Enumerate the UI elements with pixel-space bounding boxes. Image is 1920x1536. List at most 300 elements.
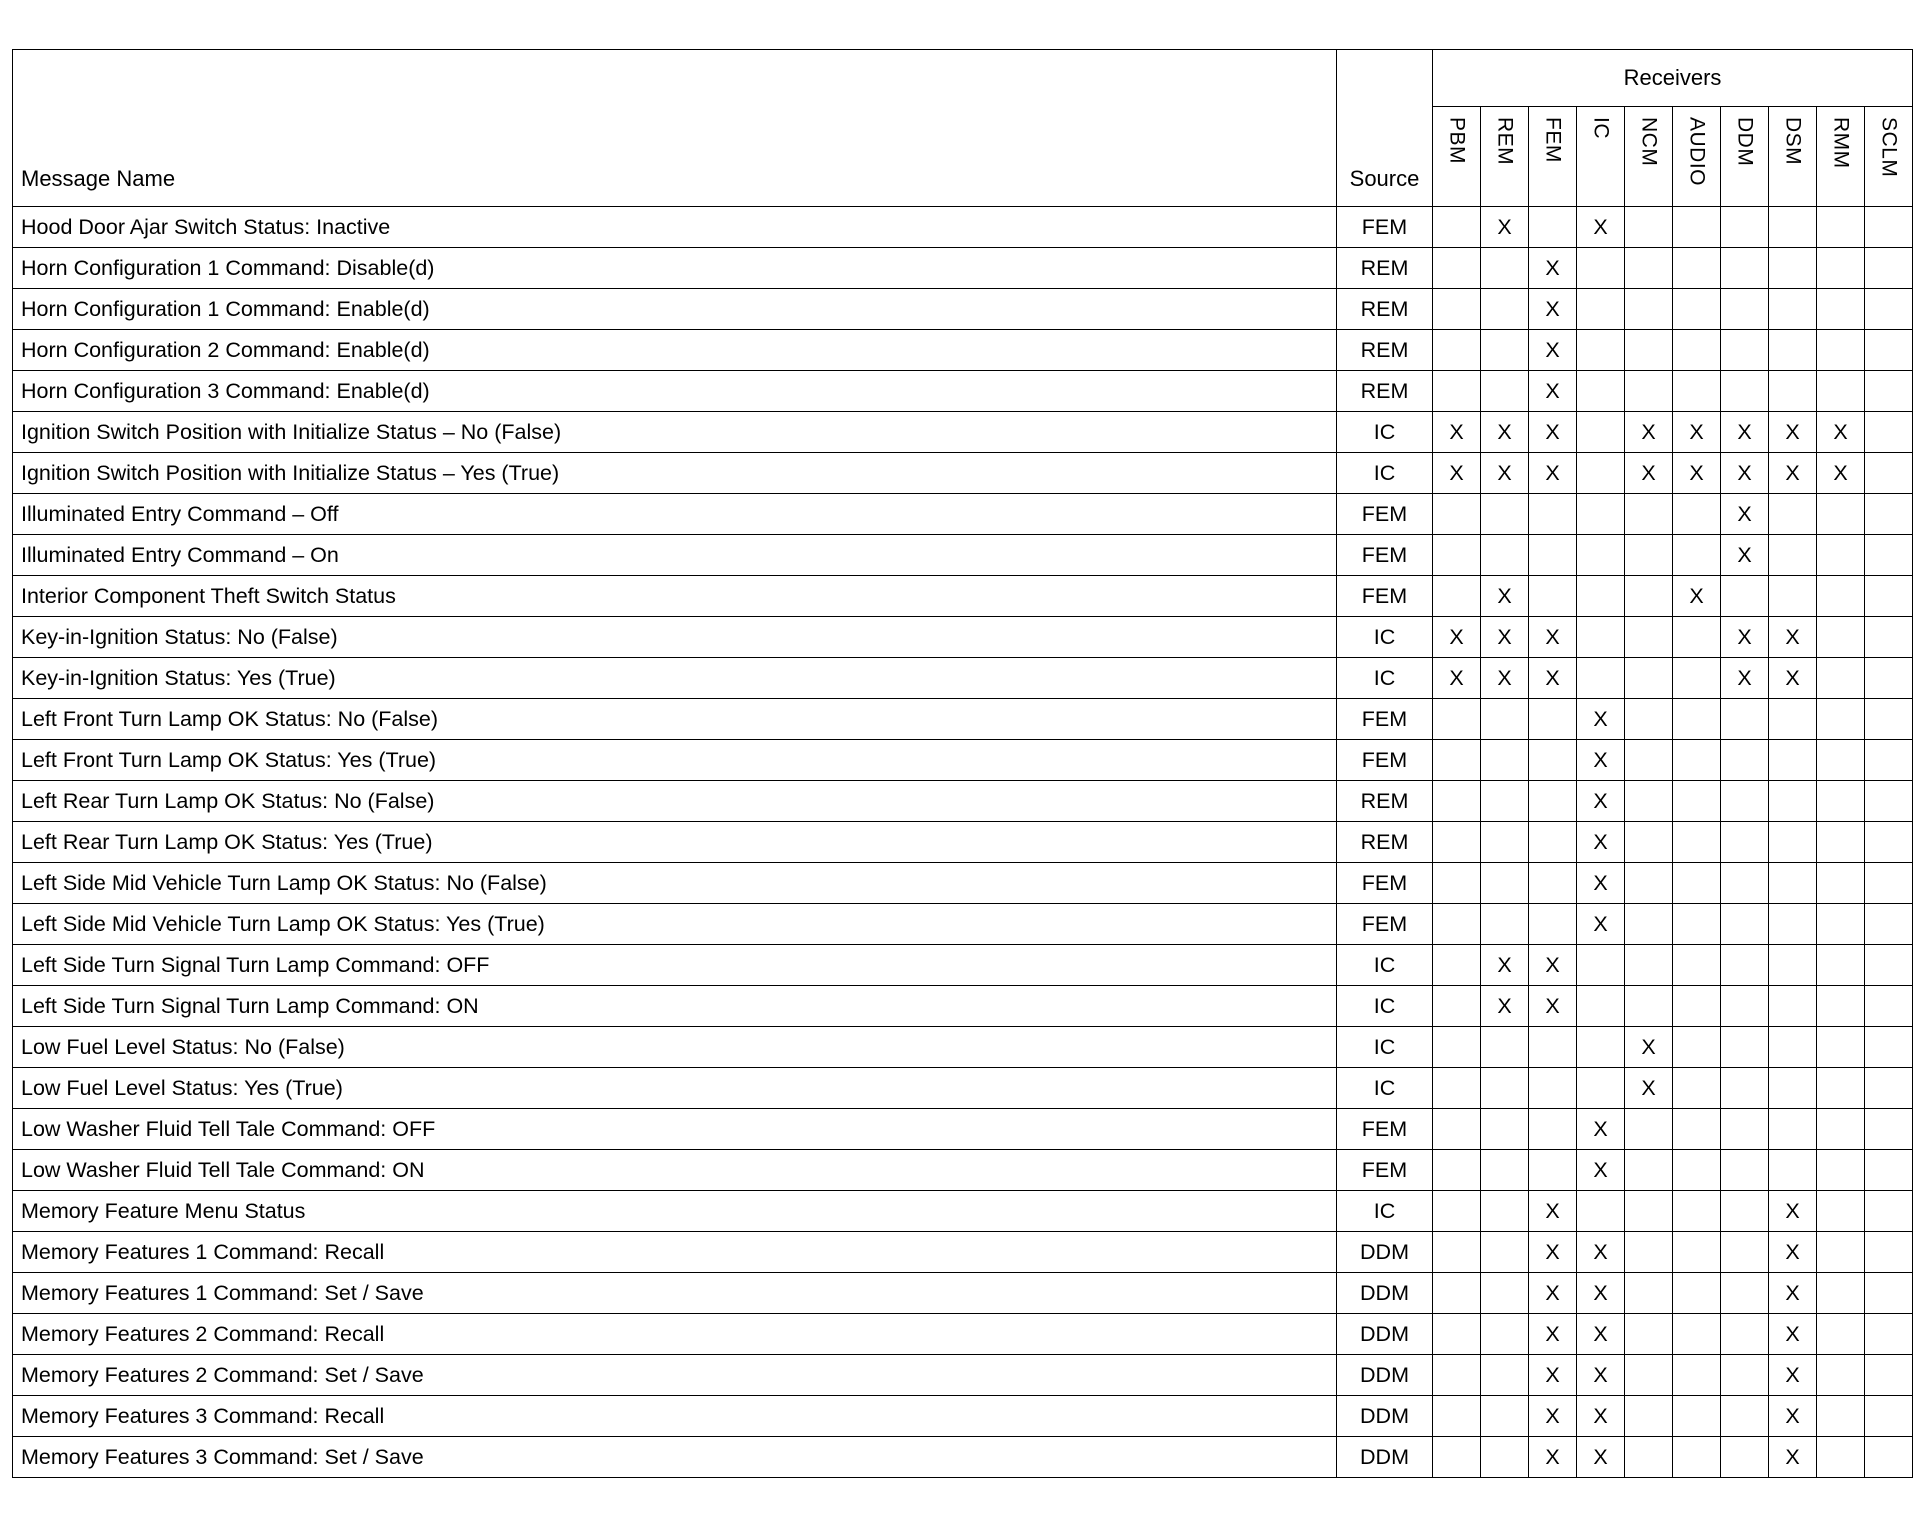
receiver-mark-cell [1433, 699, 1481, 740]
receiver-mark-cell: X [1433, 412, 1481, 453]
receiver-mark-cell: X [1481, 945, 1529, 986]
receiver-mark-cell: X [1769, 617, 1817, 658]
receiver-mark-cell [1721, 945, 1769, 986]
source-cell: DDM [1337, 1437, 1433, 1478]
receiver-mark-cell: X [1673, 453, 1721, 494]
source-cell: REM [1337, 289, 1433, 330]
receiver-mark-cell: X [1577, 207, 1625, 248]
receiver-mark-cell [1673, 945, 1721, 986]
receiver-mark-cell [1865, 1232, 1913, 1273]
receiver-mark-cell [1481, 1355, 1529, 1396]
header-receiver-label: DSM [1781, 117, 1805, 166]
receiver-mark-cell [1817, 781, 1865, 822]
receiver-mark-cell [1817, 904, 1865, 945]
receiver-mark-cell [1481, 1068, 1529, 1109]
receiver-mark-cell [1673, 1232, 1721, 1273]
receiver-mark-cell [1529, 535, 1577, 576]
header-row-top [13, 50, 1913, 107]
receiver-mark-cell [1721, 822, 1769, 863]
receiver-mark-cell [1769, 986, 1817, 1027]
source-cell: IC [1337, 986, 1433, 1027]
receiver-mark-cell [1577, 535, 1625, 576]
message-name-cell: Horn Configuration 2 Command: Enable(d) [13, 330, 1337, 371]
receiver-mark-cell [1769, 535, 1817, 576]
receiver-mark-cell [1433, 289, 1481, 330]
receiver-mark-cell [1625, 945, 1673, 986]
receiver-mark-cell [1481, 289, 1529, 330]
receiver-mark-cell [1865, 1109, 1913, 1150]
receiver-mark-cell: X [1817, 412, 1865, 453]
source-cell: DDM [1337, 1232, 1433, 1273]
receiver-mark-cell: X [1577, 904, 1625, 945]
receiver-mark-cell [1433, 1027, 1481, 1068]
receiver-mark-cell [1433, 330, 1481, 371]
receiver-mark-cell: X [1721, 617, 1769, 658]
table-row [13, 1068, 1913, 1109]
table-row [13, 986, 1913, 1027]
receiver-mark-cell: X [1529, 1314, 1577, 1355]
table-row [13, 248, 1913, 289]
receiver-mark-cell [1865, 1314, 1913, 1355]
receiver-mark-cell: X [1721, 535, 1769, 576]
receiver-mark-cell: X [1721, 494, 1769, 535]
source-cell: IC [1337, 1027, 1433, 1068]
receiver-mark-cell [1817, 289, 1865, 330]
receiver-mark-cell [1673, 248, 1721, 289]
receiver-mark-cell [1721, 1314, 1769, 1355]
receiver-mark-cell [1481, 1150, 1529, 1191]
receiver-mark-cell [1625, 1396, 1673, 1437]
receiver-mark-cell [1865, 1027, 1913, 1068]
receiver-mark-cell [1865, 658, 1913, 699]
receiver-mark-cell [1721, 1109, 1769, 1150]
receiver-mark-cell [1433, 1191, 1481, 1232]
receiver-mark-cell [1817, 371, 1865, 412]
receiver-mark-cell: X [1817, 453, 1865, 494]
receiver-mark-cell [1817, 1355, 1865, 1396]
message-name-cell: Memory Features 1 Command: Recall [13, 1232, 1337, 1273]
receiver-mark-cell [1481, 248, 1529, 289]
receiver-mark-cell: X [1769, 658, 1817, 699]
header-receiver-label: FEM [1541, 117, 1565, 163]
receiver-mark-cell: X [1577, 822, 1625, 863]
receiver-mark-cell: X [1529, 1355, 1577, 1396]
receiver-mark-cell [1865, 781, 1913, 822]
receiver-mark-cell [1625, 248, 1673, 289]
receiver-mark-cell [1433, 1109, 1481, 1150]
receiver-mark-cell [1721, 1027, 1769, 1068]
message-name-cell: Illuminated Entry Command – On [13, 535, 1337, 576]
source-cell: DDM [1337, 1355, 1433, 1396]
message-name-cell: Memory Feature Menu Status [13, 1191, 1337, 1232]
receiver-mark-cell [1481, 1273, 1529, 1314]
receiver-mark-cell [1433, 986, 1481, 1027]
table-row [13, 822, 1913, 863]
receiver-mark-cell [1673, 658, 1721, 699]
receiver-mark-cell [1817, 945, 1865, 986]
receiver-mark-cell [1865, 412, 1913, 453]
header-receiver-dsm [1769, 107, 1817, 207]
receiver-mark-cell [1865, 330, 1913, 371]
receiver-mark-cell [1673, 1314, 1721, 1355]
receiver-mark-cell [1721, 330, 1769, 371]
receiver-mark-cell [1529, 576, 1577, 617]
receiver-mark-cell [1625, 1191, 1673, 1232]
receiver-mark-cell [1577, 330, 1625, 371]
header-receiver-audio [1673, 107, 1721, 207]
receiver-mark-cell [1721, 576, 1769, 617]
receiver-mark-cell [1433, 863, 1481, 904]
receiver-mark-cell [1673, 1437, 1721, 1478]
receiver-mark-cell [1529, 781, 1577, 822]
receiver-mark-cell [1721, 699, 1769, 740]
receiver-mark-cell [1769, 863, 1817, 904]
header-receiver-label: SCLM [1877, 117, 1901, 178]
receiver-mark-cell [1769, 207, 1817, 248]
receiver-mark-cell [1865, 453, 1913, 494]
receiver-mark-cell [1673, 494, 1721, 535]
receiver-mark-cell [1625, 1314, 1673, 1355]
receiver-mark-cell [1817, 1232, 1865, 1273]
message-name-cell: Key-in-Ignition Status: Yes (True) [13, 658, 1337, 699]
receiver-mark-cell [1769, 1109, 1817, 1150]
receiver-mark-cell [1817, 330, 1865, 371]
receiver-mark-cell [1481, 494, 1529, 535]
receiver-mark-cell: X [1769, 1437, 1817, 1478]
receiver-mark-cell [1433, 248, 1481, 289]
header-receivers: Receivers [1433, 50, 1913, 107]
source-cell: IC [1337, 1068, 1433, 1109]
receiver-mark-cell [1577, 371, 1625, 412]
message-name-cell: Memory Features 2 Command: Set / Save [13, 1355, 1337, 1396]
receiver-mark-cell [1721, 1396, 1769, 1437]
message-receiver-table [12, 49, 1913, 1478]
receiver-mark-cell [1721, 1355, 1769, 1396]
receiver-mark-cell [1481, 1437, 1529, 1478]
header-receiver-rmm [1817, 107, 1865, 207]
receiver-mark-cell [1817, 494, 1865, 535]
receiver-mark-cell [1865, 576, 1913, 617]
receiver-mark-cell: X [1577, 781, 1625, 822]
table-row [13, 453, 1913, 494]
receiver-mark-cell: X [1529, 289, 1577, 330]
table-row [13, 494, 1913, 535]
receiver-mark-cell [1481, 740, 1529, 781]
receiver-mark-cell [1769, 1027, 1817, 1068]
receiver-mark-cell: X [1529, 330, 1577, 371]
receiver-mark-cell: X [1529, 371, 1577, 412]
receiver-mark-cell: X [1481, 412, 1529, 453]
receiver-mark-cell [1433, 904, 1481, 945]
receiver-mark-cell [1865, 1150, 1913, 1191]
message-name-cell: Key-in-Ignition Status: No (False) [13, 617, 1337, 658]
receiver-mark-cell [1433, 576, 1481, 617]
receiver-mark-cell: X [1577, 699, 1625, 740]
receiver-mark-cell [1769, 576, 1817, 617]
header-receiver-ic [1577, 107, 1625, 207]
receiver-mark-cell [1673, 904, 1721, 945]
source-cell: REM [1337, 330, 1433, 371]
receiver-mark-cell [1625, 371, 1673, 412]
receiver-mark-cell [1577, 1191, 1625, 1232]
table-row [13, 576, 1913, 617]
table-row [13, 699, 1913, 740]
receiver-mark-cell [1673, 1027, 1721, 1068]
receiver-mark-cell [1433, 535, 1481, 576]
receiver-mark-cell [1577, 986, 1625, 1027]
receiver-mark-cell [1769, 740, 1817, 781]
receiver-mark-cell [1673, 986, 1721, 1027]
receiver-mark-cell: X [1769, 1232, 1817, 1273]
receiver-mark-cell [1865, 371, 1913, 412]
table-row [13, 412, 1913, 453]
receiver-mark-cell [1625, 740, 1673, 781]
receiver-mark-cell [1817, 822, 1865, 863]
receiver-mark-cell [1817, 1273, 1865, 1314]
receiver-mark-cell [1817, 658, 1865, 699]
message-name-cell: Interior Component Theft Switch Status [13, 576, 1337, 617]
receiver-mark-cell [1865, 904, 1913, 945]
message-name-cell: Horn Configuration 1 Command: Enable(d) [13, 289, 1337, 330]
source-cell: REM [1337, 371, 1433, 412]
receiver-mark-cell [1481, 330, 1529, 371]
message-name-cell: Low Fuel Level Status: No (False) [13, 1027, 1337, 1068]
header-receiver-fem [1529, 107, 1577, 207]
receiver-mark-cell [1433, 1314, 1481, 1355]
receiver-mark-cell [1865, 248, 1913, 289]
source-cell: DDM [1337, 1273, 1433, 1314]
receiver-mark-cell [1673, 822, 1721, 863]
receiver-mark-cell: X [1769, 1355, 1817, 1396]
receiver-mark-cell [1577, 1068, 1625, 1109]
receiver-mark-cell: X [1529, 945, 1577, 986]
header-receiver-label: RMM [1829, 117, 1853, 169]
receiver-mark-cell [1433, 1437, 1481, 1478]
receiver-mark-cell [1721, 289, 1769, 330]
receiver-mark-cell [1625, 781, 1673, 822]
receiver-mark-cell [1721, 740, 1769, 781]
message-name-cell: Left Side Turn Signal Turn Lamp Command: OFF [13, 945, 1337, 986]
receiver-mark-cell [1817, 248, 1865, 289]
receiver-mark-cell [1529, 863, 1577, 904]
receiver-mark-cell [1673, 1068, 1721, 1109]
header-receiver-label: PBM [1445, 117, 1469, 165]
receiver-mark-cell [1481, 1396, 1529, 1437]
receiver-mark-cell: X [1577, 1150, 1625, 1191]
table-row [13, 1355, 1913, 1396]
header-receiver-label: IC [1589, 117, 1613, 140]
receiver-mark-cell [1721, 1232, 1769, 1273]
receiver-mark-cell: X [1529, 453, 1577, 494]
receiver-mark-cell: X [1625, 412, 1673, 453]
receiver-mark-cell [1625, 658, 1673, 699]
receiver-mark-cell [1865, 1273, 1913, 1314]
receiver-mark-cell [1481, 535, 1529, 576]
receiver-mark-cell [1721, 781, 1769, 822]
message-name-cell: Low Washer Fluid Tell Tale Command: OFF [13, 1109, 1337, 1150]
source-cell: IC [1337, 945, 1433, 986]
message-name-cell: Left Front Turn Lamp OK Status: No (False) [13, 699, 1337, 740]
receiver-mark-cell: X [1433, 453, 1481, 494]
table-row [13, 535, 1913, 576]
source-cell: FEM [1337, 494, 1433, 535]
message-name-cell: Low Fuel Level Status: Yes (True) [13, 1068, 1337, 1109]
receiver-mark-cell [1577, 248, 1625, 289]
table-row [13, 1396, 1913, 1437]
receiver-mark-cell: X [1529, 248, 1577, 289]
source-cell: DDM [1337, 1396, 1433, 1437]
receiver-mark-cell [1817, 699, 1865, 740]
receiver-mark-cell [1625, 535, 1673, 576]
receiver-mark-cell [1529, 1068, 1577, 1109]
receiver-mark-cell [1673, 740, 1721, 781]
receiver-mark-cell: X [1481, 207, 1529, 248]
receiver-mark-cell: X [1769, 1314, 1817, 1355]
receiver-mark-cell [1865, 535, 1913, 576]
message-name-cell: Left Side Mid Vehicle Turn Lamp OK Status: Yes (True) [13, 904, 1337, 945]
message-name-cell: Memory Features 1 Command: Set / Save [13, 1273, 1337, 1314]
header-source: Source [1337, 50, 1433, 207]
receiver-mark-cell [1529, 740, 1577, 781]
message-name-cell: Ignition Switch Position with Initialize Status – No (False) [13, 412, 1337, 453]
table-row [13, 1191, 1913, 1232]
receiver-mark-cell [1721, 1068, 1769, 1109]
receiver-mark-cell [1865, 207, 1913, 248]
receiver-mark-cell [1721, 986, 1769, 1027]
receiver-mark-cell [1529, 822, 1577, 863]
source-cell: REM [1337, 781, 1433, 822]
receiver-mark-cell [1625, 863, 1673, 904]
header-receiver-ddm [1721, 107, 1769, 207]
message-name-cell: Left Side Mid Vehicle Turn Lamp OK Status: No (False) [13, 863, 1337, 904]
table-row [13, 289, 1913, 330]
receiver-mark-cell [1481, 1027, 1529, 1068]
receiver-mark-cell [1481, 1232, 1529, 1273]
receiver-mark-cell [1817, 1191, 1865, 1232]
receiver-mark-cell [1625, 1355, 1673, 1396]
receiver-mark-cell [1625, 1437, 1673, 1478]
receiver-mark-cell [1865, 822, 1913, 863]
table-row [13, 1109, 1913, 1150]
receiver-mark-cell: X [1769, 453, 1817, 494]
receiver-mark-cell [1433, 822, 1481, 863]
table-row [13, 371, 1913, 412]
receiver-mark-cell [1769, 822, 1817, 863]
receiver-mark-cell [1625, 986, 1673, 1027]
source-cell: DDM [1337, 1314, 1433, 1355]
receiver-mark-cell [1817, 1027, 1865, 1068]
table-body [13, 207, 1913, 1478]
message-name-cell: Left Rear Turn Lamp OK Status: Yes (True) [13, 822, 1337, 863]
message-name-cell: Memory Features 2 Command: Recall [13, 1314, 1337, 1355]
receiver-mark-cell: X [1721, 412, 1769, 453]
source-cell: REM [1337, 248, 1433, 289]
receiver-mark-cell [1433, 1068, 1481, 1109]
header-receiver-pbm [1433, 107, 1481, 207]
header-receiver-sclm [1865, 107, 1913, 207]
receiver-mark-cell [1721, 1273, 1769, 1314]
receiver-mark-cell [1481, 1314, 1529, 1355]
receiver-mark-cell: X [1625, 1068, 1673, 1109]
message-name-cell: Horn Configuration 3 Command: Enable(d) [13, 371, 1337, 412]
receiver-mark-cell [1865, 699, 1913, 740]
source-cell: FEM [1337, 576, 1433, 617]
table-row [13, 1027, 1913, 1068]
receiver-mark-cell [1433, 1232, 1481, 1273]
header-message-name: Message Name [13, 50, 1337, 207]
receiver-mark-cell [1817, 740, 1865, 781]
source-cell: FEM [1337, 863, 1433, 904]
receiver-mark-cell [1481, 904, 1529, 945]
receiver-mark-cell: X [1577, 1355, 1625, 1396]
table-row [13, 658, 1913, 699]
receiver-mark-cell: X [1529, 986, 1577, 1027]
receiver-mark-cell: X [1481, 658, 1529, 699]
receiver-mark-cell: X [1481, 576, 1529, 617]
table-row [13, 330, 1913, 371]
header-receiver-ncm [1625, 107, 1673, 207]
receiver-mark-cell [1865, 617, 1913, 658]
receiver-mark-cell: X [1481, 986, 1529, 1027]
receiver-mark-cell [1721, 207, 1769, 248]
receiver-mark-cell [1721, 1150, 1769, 1191]
receiver-mark-cell [1625, 904, 1673, 945]
receiver-mark-cell [1673, 371, 1721, 412]
source-cell: FEM [1337, 1109, 1433, 1150]
receiver-mark-cell [1433, 1355, 1481, 1396]
receiver-mark-cell [1721, 371, 1769, 412]
header-receiver-label: NCM [1637, 117, 1661, 167]
receiver-mark-cell [1433, 740, 1481, 781]
receiver-mark-cell [1481, 371, 1529, 412]
receiver-mark-cell [1865, 289, 1913, 330]
receiver-mark-cell: X [1577, 1314, 1625, 1355]
receiver-mark-cell [1673, 1273, 1721, 1314]
message-name-cell: Left Front Turn Lamp OK Status: Yes (True) [13, 740, 1337, 781]
header-receiver-label: DDM [1733, 117, 1757, 167]
receiver-mark-cell [1817, 207, 1865, 248]
receiver-mark-cell [1529, 1027, 1577, 1068]
message-name-cell: Low Washer Fluid Tell Tale Command: ON [13, 1150, 1337, 1191]
receiver-mark-cell [1433, 945, 1481, 986]
receiver-mark-cell [1625, 576, 1673, 617]
receiver-mark-cell [1577, 945, 1625, 986]
receiver-mark-cell [1625, 617, 1673, 658]
receiver-mark-cell: X [1673, 576, 1721, 617]
message-name-cell: Memory Features 3 Command: Set / Save [13, 1437, 1337, 1478]
receiver-mark-cell [1673, 207, 1721, 248]
receiver-mark-cell: X [1529, 617, 1577, 658]
message-name-cell: Ignition Switch Position with Initialize Status – Yes (True) [13, 453, 1337, 494]
receiver-mark-cell [1673, 1191, 1721, 1232]
table-row [13, 945, 1913, 986]
receiver-mark-cell [1529, 904, 1577, 945]
receiver-mark-cell: X [1433, 658, 1481, 699]
receiver-mark-cell: X [1577, 1109, 1625, 1150]
receiver-mark-cell [1865, 494, 1913, 535]
source-cell: FEM [1337, 904, 1433, 945]
receiver-mark-cell [1577, 289, 1625, 330]
receiver-mark-cell [1865, 1355, 1913, 1396]
message-name-cell: Hood Door Ajar Switch Status: Inactive [13, 207, 1337, 248]
receiver-mark-cell [1817, 1109, 1865, 1150]
receiver-mark-cell [1481, 822, 1529, 863]
receiver-mark-cell [1529, 1150, 1577, 1191]
receiver-mark-cell [1673, 289, 1721, 330]
receiver-mark-cell [1865, 1191, 1913, 1232]
table-row [13, 1232, 1913, 1273]
receiver-mark-cell [1817, 1396, 1865, 1437]
